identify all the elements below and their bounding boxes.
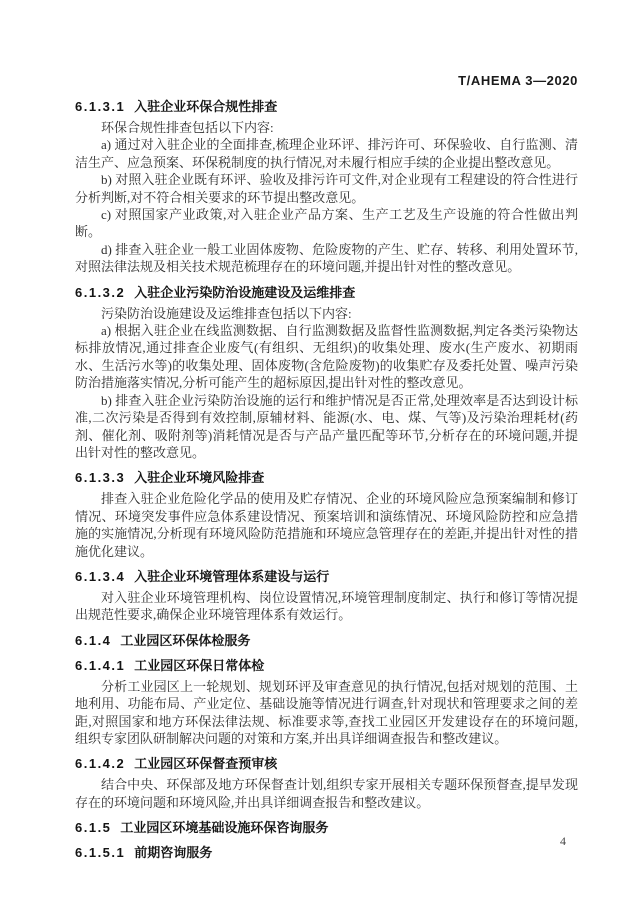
clause-heading — [75, 469, 578, 486]
clause-title: 入驻企业环保合规性排查 — [134, 99, 278, 114]
clause-heading — [75, 819, 578, 836]
clause-number: 6.1.4.1 — [75, 657, 126, 673]
page-header — [75, 74, 578, 88]
clause-number: 6.1.4 — [75, 632, 112, 648]
clause-title: 入驻企业环境风险排查 — [134, 470, 265, 486]
paragraph: a) 通过对入驻企业的全面排查,梳理企业环评、排污许可、环保验收、自行监测、清洁生产、应急预案、环保税制度的执行情况,对未履行相应手续的企业提出整改意见。 — [75, 137, 578, 170]
paragraph: 结合中央、环保部及地方环保督查计划,组织专家开展相关专题环保预督查,提早发现存在的环境问题和环境风险,并出具详细调查报告和整改建议。 — [75, 777, 578, 810]
paragraph: c) 对照国家产业政策,对入驻企业产品方案、生产工艺及生产设施的符合性做出判断。 — [75, 207, 578, 240]
page-number: 4 — [560, 834, 566, 848]
paragraph: b) 排查入驻企业污染防治设施的运行和维护情况是否正常,处理效率是否达到设计标准,二次污染是否得到有效控制,原辅材料、能源(水、电、煤、气等)及污染治理耗材(药剂、催化剂、吸附剂等)消耗情况是否与产品产量匹配等环节,分析存在的环境问题,并提出针对性的整改意见。 — [75, 392, 578, 460]
clause-heading — [75, 632, 578, 649]
clause-heading — [75, 568, 578, 585]
clause-number: 6.1.3.4 — [75, 568, 126, 584]
clause-number: 6.1.3.3 — [75, 470, 126, 486]
clause-heading — [75, 98, 578, 115]
clause-title: 工业园区环境基础设施环保咨询服务 — [120, 820, 329, 836]
paragraph: 污染防治设施建设及运维排查包括以下内容: — [101, 305, 352, 321]
document-content — [75, 74, 578, 865]
paragraph: a) 根据入驻企业在线监测数据、自行监测数据及监督性监测数据,判定各类污染物达标排放情况,通过排查企业废气(有组织、无组织)的收集处理、废水(生产废水、初期雨水、生活污水等)的收集处理、固体废物(含危险废物)的收集贮存及委托处置、噪声污染防治措施落实情况,分析可能产生的超标原因,提出针对性的整改意见。 — [75, 323, 578, 391]
clause-title: 工业园区环保日常体检 — [134, 657, 265, 673]
paragraph: b) 对照入驻企业既有环评、验收及排污许可文件,对企业现有工程建设的符合性进行分析判断,对不符合相关要求的环节提出整改意见。 — [75, 172, 578, 205]
paragraph: 排查入驻企业危险化学品的使用及贮存情况、企业的环境风险应急预案编制和修订情况、环境突发事件应急体系建设情况、预案培训和演练情况、环境风险防控和应急措施的实施情况,分析现有环境风险防范措施和环境应急管理存在的差距,并提出针对性的措施优化建议。 — [75, 491, 578, 559]
paragraph: 对入驻企业环境管理机构、岗位设置情况,环境管理制度制定、执行和修订等情况提出规范性要求,确保企业环境管理体系有效运行。 — [75, 589, 578, 623]
clause-heading — [75, 657, 578, 674]
clause-title: 工业园区环保督查预审核 — [134, 756, 278, 772]
clause-title: 入驻企业污染防治设施建设及运维排查 — [134, 284, 356, 300]
clause-number: 6.1.5 — [75, 820, 112, 836]
clause-title: 工业园区环保体检服务 — [120, 632, 251, 648]
clause-title: 前期咨询服务 — [134, 845, 213, 861]
clause-heading — [75, 284, 578, 301]
paragraph: 分析工业园区上一轮规划、规划环评及审查意见的执行情况,包括对规划的范围、土地利用、功能布局、产业定位、基础设施等情况进行调查,针对现状和管理要求之间的差距,对照国家和地方环保法律法规、标准要求等,查找工业园区开发建设存在的环境问题,组织专家团队研制解决问题的对策和方案,并出具详细调查报告和整改建议。 — [75, 678, 578, 746]
clause-title: 入驻企业环境管理体系建设与运行 — [134, 568, 330, 584]
paragraph: 环保合规性排查包括以下内容: — [101, 120, 274, 135]
clause-number: 6.1.3.2 — [75, 284, 126, 300]
paragraph: d) 排查入驻企业一般工业固体废物、危险废物的产生、贮存、转移、利用处置环节,对照法律法规及相关技术规范梳理存在的环境问题,并提出针对性的整改意见。 — [75, 241, 578, 275]
standard-code: T/AHEMA 3—2020 — [458, 73, 578, 88]
clause-number: 6.1.5.1 — [75, 845, 126, 861]
clause-number: 6.1.3.1 — [75, 99, 126, 114]
clause-heading — [75, 844, 578, 861]
clause-number: 6.1.4.2 — [75, 756, 126, 772]
clause-heading — [75, 755, 578, 772]
document-body — [75, 98, 578, 861]
